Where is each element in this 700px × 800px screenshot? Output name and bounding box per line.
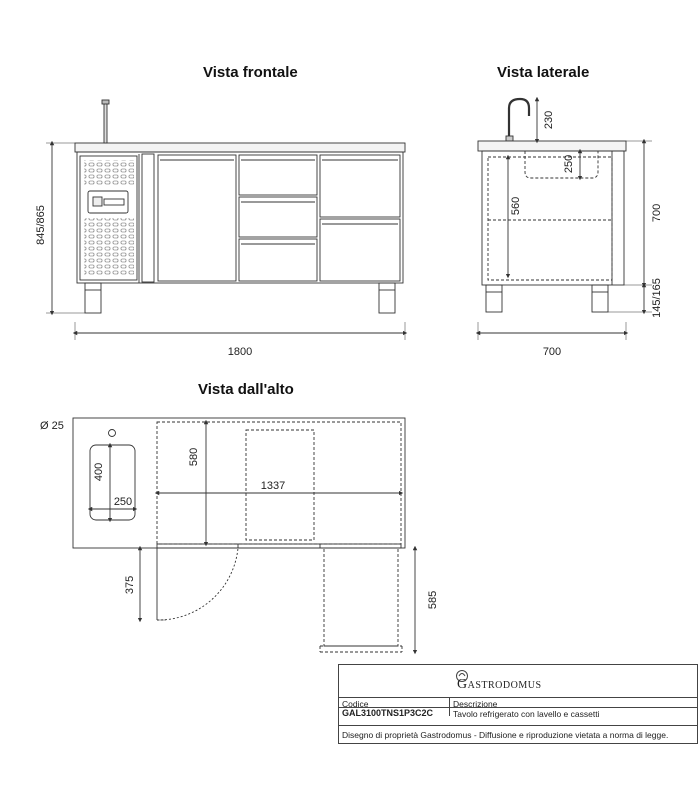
product-code: GAL3100TNS1P3C2C: [342, 708, 434, 718]
side-height-label: 700: [651, 203, 663, 223]
side-sink-label: 250: [563, 154, 575, 174]
top-sink-width-label: 250: [113, 496, 133, 508]
front-drawer-2: [239, 197, 317, 237]
top-view-title: Vista dall'alto: [198, 381, 294, 398]
front-width-label: 1800: [227, 346, 253, 358]
front-foot-right: [379, 283, 395, 313]
front-drawer-4: [320, 155, 400, 217]
front-drawer-5: [320, 219, 400, 281]
top-worktop: [73, 418, 405, 548]
side-faucet: [509, 99, 529, 140]
side-body: [482, 151, 624, 285]
side-foot-left: [486, 285, 502, 312]
top-depth-label: 580: [188, 447, 200, 467]
top-door-swing-label: 375: [124, 575, 136, 595]
side-view: [478, 99, 652, 340]
front-drawer-1: [239, 155, 317, 195]
side-width-label: 700: [542, 346, 562, 358]
side-legs-label: 145/165: [651, 278, 663, 318]
top-faucet-hole: [109, 430, 116, 437]
side-worktop: [478, 141, 626, 151]
front-drawer-3: [239, 239, 317, 281]
code-label: Codice: [342, 699, 369, 709]
top-door-arc: [157, 548, 238, 620]
top-hole-label: Ø 25: [40, 420, 64, 432]
brand-logo: Gastrodomus: [457, 677, 542, 692]
top-drawer-pulled: [324, 548, 398, 646]
side-inner-label: 560: [510, 196, 522, 216]
description-label: Descrizione: [453, 699, 498, 709]
product-description: Tavolo refrigerato con lavello e cassetti: [453, 709, 600, 719]
front-worktop: [75, 143, 405, 152]
side-foot-right: [592, 285, 608, 312]
side-view-title: Vista laterale: [497, 64, 590, 81]
side-sink: [525, 151, 598, 178]
front-faucet: [104, 102, 107, 143]
side-faucet-label: 230: [543, 110, 555, 130]
front-view-title: Vista frontale: [203, 64, 298, 81]
front-view: [46, 100, 405, 340]
top-drawer-pull-label: 585: [427, 590, 439, 610]
front-door: [158, 155, 236, 281]
top-width-label: 1337: [260, 480, 286, 492]
top-view: [73, 418, 415, 652]
copyright-footer: Disegno di proprietà Gastrodomus - Diffusione e riproduzione vietata a norma di legge.: [342, 730, 669, 740]
front-foot-left: [85, 283, 101, 313]
title-block: [338, 664, 698, 744]
top-sink-depth-label: 400: [93, 462, 105, 482]
front-height-label: 845/865: [35, 205, 47, 245]
